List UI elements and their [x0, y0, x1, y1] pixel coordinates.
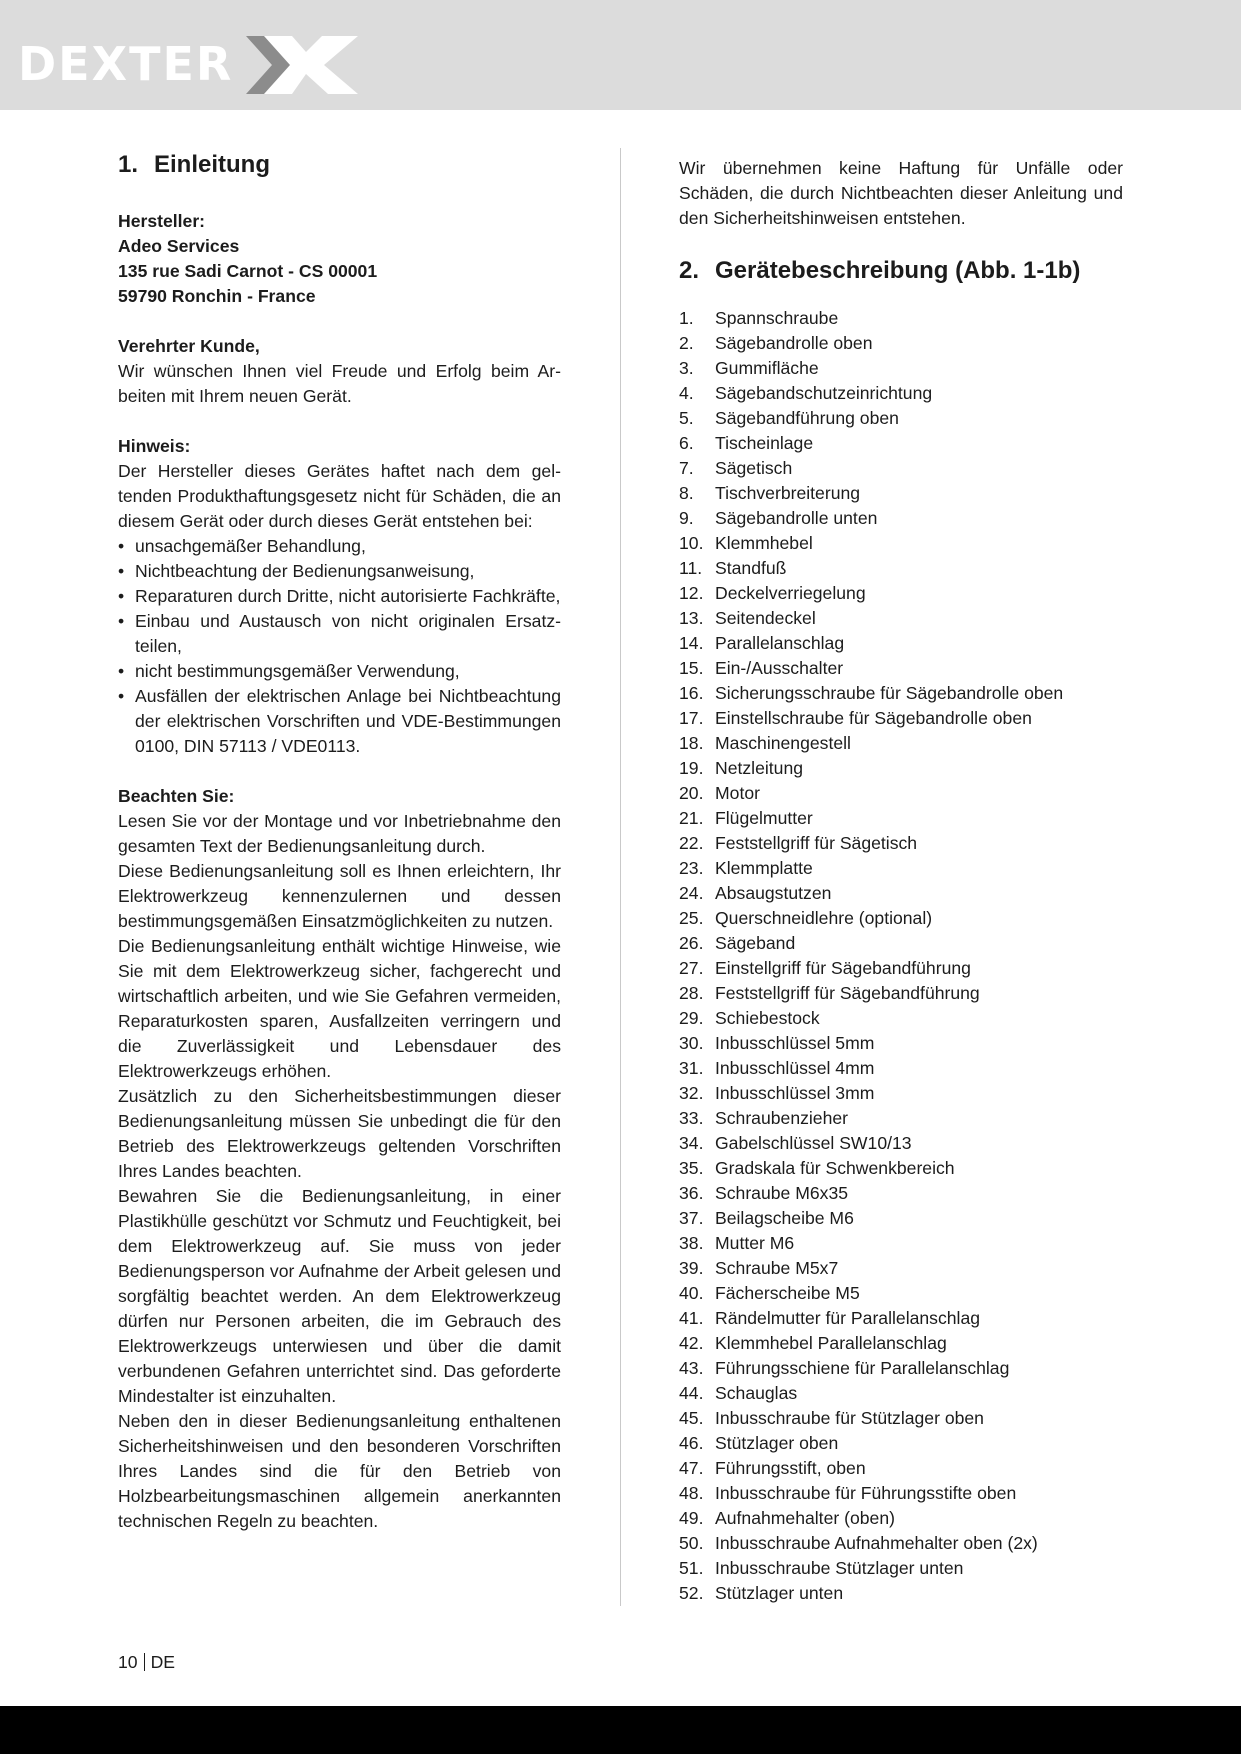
part-item [679, 956, 1123, 981]
part-label: Führungsstift, oben [715, 1458, 866, 1478]
part-label: Inbusschlüssel 4mm [715, 1058, 875, 1078]
part-label: Klemmhebel Parallelanschlag [715, 1333, 947, 1353]
part-number: 9. [679, 508, 694, 528]
attention-paragraph: Neben den in dieser Bedienungsanleitung enthaltenen Sicherheitshinweisen und den besonderen Vorschriften Ihres Landes sind die für den Betrieb von Holzbearbeitungsmaschinen allgemein anerkannten technischen Regeln zu beachten. [118, 1411, 561, 1531]
part-number: 28. [679, 983, 704, 1003]
part-item [679, 1581, 1123, 1606]
part-item [679, 406, 1123, 431]
part-label: Sägebandführung oben [715, 408, 899, 428]
part-number: 27. [679, 958, 704, 978]
part-label: Querschneidlehre (optional) [715, 908, 933, 928]
part-item [679, 1056, 1123, 1081]
part-item [679, 1381, 1123, 1406]
part-label: Standfuß [715, 558, 787, 578]
part-item [679, 606, 1123, 631]
manufacturer-line: 59790 Ronchin - France [118, 286, 316, 306]
section1-heading [118, 150, 561, 180]
part-label: Feststellgriff für Sägebandführung [715, 983, 980, 1003]
manufacturer-block [118, 209, 561, 309]
part-label: Sägetisch [715, 458, 793, 478]
part-label: Deckelverriegelung [715, 583, 866, 603]
part-number: 49. [679, 1508, 704, 1528]
part-item [679, 1506, 1123, 1531]
part-item [679, 706, 1123, 731]
part-item [679, 1331, 1123, 1356]
part-label: Inbusschraube Stützlager unten [715, 1558, 964, 1578]
notice-bullet-list [118, 534, 561, 759]
parts-list [679, 306, 1123, 1606]
part-label: Spannschraube [715, 308, 839, 328]
page-language: DE [150, 1652, 176, 1672]
part-label: Aufnahmehalter (oben) [715, 1508, 895, 1528]
part-item [679, 1531, 1123, 1556]
part-item [679, 881, 1123, 906]
part-number: 32. [679, 1083, 704, 1103]
part-label: Inbusschlüssel 3mm [715, 1083, 875, 1103]
part-label: Parallelanschlag [715, 633, 845, 653]
part-number: 19. [679, 758, 704, 778]
section2-number: 2. [679, 257, 700, 284]
part-item [679, 906, 1123, 931]
part-item [679, 1181, 1123, 1206]
part-number: 24. [679, 883, 704, 903]
part-number: 4. [679, 383, 694, 403]
part-label: Sägebandrolle oben [715, 333, 873, 353]
greeting-text: Wir wünschen Ihnen viel Freude und Erfolg beim Arbeiten mit Ihrem neuen Gerät. [118, 361, 561, 406]
part-number: 16. [679, 683, 704, 703]
part-number: 1. [679, 308, 694, 328]
part-item [679, 306, 1123, 331]
part-item [679, 656, 1123, 681]
bullet-item: • unsachgemäßer Behandlung, [118, 534, 561, 559]
part-number: 52. [679, 1583, 704, 1603]
part-label: Motor [715, 783, 760, 803]
right-column [679, 156, 1123, 1606]
part-label: Mutter M6 [715, 1233, 795, 1253]
column-divider [620, 148, 621, 1606]
part-number: 33. [679, 1108, 704, 1128]
part-item [679, 1306, 1123, 1331]
part-label: Inbusschraube für Führungsstifte oben [715, 1483, 1017, 1503]
part-label: Feststellgriff für Sägetisch [715, 833, 918, 853]
attention-paragraph: Lesen Sie vor der Montage und vor Inbetriebnahme den gesamten Text der Bedienungsanleitung durch. [118, 811, 561, 856]
logo-wordmark: DEXTER [18, 37, 234, 91]
liability-text: Wir übernehmen keine Haftung für Unfälle oder Schäden, die durch Nichtbeachten dieser Anleitung und den Sicherheitshinweisen entstehen. [679, 158, 1123, 228]
part-item [679, 856, 1123, 881]
part-label: Beilagscheibe M6 [715, 1208, 854, 1228]
part-label: Tischeinlage [715, 433, 814, 453]
part-item [679, 1106, 1123, 1131]
part-label: Gummifläche [715, 358, 819, 378]
part-label: Stützlager oben [715, 1433, 839, 1453]
part-number: 25. [679, 908, 704, 928]
part-label: Schauglas [715, 1383, 798, 1403]
part-label: Führungsschiene für Parallelanschlag [715, 1358, 1010, 1378]
part-number: 21. [679, 808, 704, 828]
part-number: 29. [679, 1008, 704, 1028]
part-item [679, 356, 1123, 381]
bullet-item: • Einbau und Austausch von nicht originalen Ersatzteilen, [118, 609, 561, 659]
left-column [118, 150, 561, 1534]
part-item [679, 1031, 1123, 1056]
part-number: 47. [679, 1458, 704, 1478]
part-label: Einstellgriff für Sägebandführung [715, 958, 971, 978]
part-number: 34. [679, 1133, 704, 1153]
part-number: 15. [679, 658, 704, 678]
part-number: 6. [679, 433, 694, 453]
part-item [679, 1081, 1123, 1106]
logo-x-mark-icon [246, 34, 358, 96]
part-item [679, 1406, 1123, 1431]
footer-separator [144, 1653, 145, 1671]
part-item [679, 506, 1123, 531]
section1-title: Einleitung [154, 151, 270, 178]
part-item [679, 1006, 1123, 1031]
part-number: 7. [679, 458, 694, 478]
greeting-title: Verehrter Kunde, [118, 336, 260, 356]
part-item [679, 756, 1123, 781]
part-number: 41. [679, 1308, 704, 1328]
part-item [679, 331, 1123, 356]
attention-paragraph: Zusätzlich zu den Sicherheitsbestimmungen dieser Bedienungsanleitung müssen Sie unbedingt die für den Betrieb des Elektrowerkzeugs geltenden Vorschriften Ihres Landes beachten. [118, 1086, 561, 1181]
attention-paragraph: Die Bedienungsanleitung enthält wichtige Hinweise, wie Sie mit dem Elektrowerkzeug sicher, fachgerecht und wirtschaftlich arbeiten, und wie Sie Gefahren vermeiden, Reparaturkosten sparen, Ausfallzeiten verringern und die Zuverlässigkeit und Lebensdauer des Elektrowerkzeugs erhöhen. [118, 936, 561, 1081]
part-number: 12. [679, 583, 704, 603]
bullet-item: • nicht bestimmungsgemäßer Verwendung, [118, 659, 561, 684]
part-number: 5. [679, 408, 694, 428]
part-label: Inbusschraube für Stützlager oben [715, 1408, 984, 1428]
part-item [679, 981, 1123, 1006]
part-item [679, 831, 1123, 856]
part-item [679, 1131, 1123, 1156]
part-item [679, 431, 1123, 456]
part-item [679, 1456, 1123, 1481]
part-number: 18. [679, 733, 704, 753]
part-number: 13. [679, 608, 704, 628]
attention-paragraph: Bewahren Sie die Bedienungsanleitung, in einer Plastikhülle geschützt vor Schmutz und Feuchtigkeit, bei dem Elektrowerkzeug auf. Sie muss von jeder Bedienungsperson vor Aufnahme der Arbeit gelesen und sorgfältig beachtet werden. An dem Elektrowerkzeug dürfen nur Personen arbeiten, die im Gebrauch des Elektrowerkzeugs unterwiesen und über die damit verbundenen Gefahren unterrichtet sind. Das geforderte Mindestalter ist einzuhalten. [118, 1186, 561, 1406]
part-number: 22. [679, 833, 704, 853]
page-footer [118, 1650, 175, 1675]
part-item [679, 1156, 1123, 1181]
part-number: 3. [679, 358, 694, 378]
notice-title: Hinweis: [118, 436, 191, 456]
part-label: Maschinengestell [715, 733, 851, 753]
part-item [679, 1256, 1123, 1281]
manufacturer-line: Adeo Services [118, 236, 240, 256]
part-number: 2. [679, 333, 694, 353]
part-item [679, 806, 1123, 831]
part-label: Rändelmutter für Parallelanschlag [715, 1308, 981, 1328]
section2-title: Gerätebeschreibung (Abb. 1-1b) [715, 257, 1081, 284]
part-label: Sägebandschutzeinrichtung [715, 383, 933, 403]
manufacturer-line: Hersteller: [118, 211, 206, 231]
part-item [679, 1481, 1123, 1506]
part-number: 23. [679, 858, 704, 878]
part-item [679, 531, 1123, 556]
part-item [679, 1556, 1123, 1581]
part-label: Flügelmutter [715, 808, 813, 828]
part-number: 50. [679, 1533, 704, 1553]
bullet-item: • Nichtbeachtung der Bedienungsanweisung, [118, 559, 561, 584]
part-label: Klemmhebel [715, 533, 813, 553]
part-label: Gradskala für Schwenkbereich [715, 1158, 955, 1178]
part-number: 40. [679, 1283, 704, 1303]
dexter-logo [18, 34, 348, 94]
part-label: Sicherungsschraube für Sägebandrolle oben [715, 683, 1064, 703]
part-item [679, 456, 1123, 481]
part-item [679, 381, 1123, 406]
part-label: Klemmplatte [715, 858, 813, 878]
part-item [679, 631, 1123, 656]
part-number: 45. [679, 1408, 704, 1428]
part-number: 35. [679, 1158, 704, 1178]
bullet-item: • Ausfällen der elektrischen Anlage bei Nichtbeachtung der elektrischen Vorschriften und VDE-Bestimmungen 0100, DIN 57113 / VDE0113. [118, 684, 561, 759]
part-number: 8. [679, 483, 694, 503]
part-item [679, 1281, 1123, 1306]
attention-paragraph: Diese Bedienungsanleitung soll es Ihnen erleichtern, Ihr Elektrowerkzeug kennenzulernen und dessen bestimmungsgemäßen Einsatzmöglichkeiten zu nutzen. [118, 861, 561, 931]
part-item [679, 481, 1123, 506]
part-item [679, 1356, 1123, 1381]
part-number: 51. [679, 1558, 704, 1578]
bottom-band [0, 1706, 1241, 1754]
part-item [679, 681, 1123, 706]
part-item [679, 931, 1123, 956]
part-label: Sägeband [715, 933, 796, 953]
part-number: 31. [679, 1058, 704, 1078]
part-number: 38. [679, 1233, 704, 1253]
part-label: Netzleitung [715, 758, 804, 778]
part-label: Inbusschraube Aufnahmehalter oben (2x) [715, 1533, 1038, 1553]
bullet-item: • Reparaturen durch Dritte, nicht autorisierte Fachkräfte, [118, 584, 561, 609]
part-item [679, 1431, 1123, 1456]
part-number: 17. [679, 708, 704, 728]
part-label: Seitendeckel [715, 608, 816, 628]
part-number: 46. [679, 1433, 704, 1453]
part-number: 37. [679, 1208, 704, 1228]
section1-number: 1. [118, 151, 139, 178]
part-label: Stützlager unten [715, 1583, 844, 1603]
part-item [679, 1231, 1123, 1256]
part-label: Schraubenzieher [715, 1108, 849, 1128]
part-item [679, 556, 1123, 581]
part-label: Schraube M6x35 [715, 1183, 849, 1203]
part-item [679, 731, 1123, 756]
part-item [679, 781, 1123, 806]
part-number: 42. [679, 1333, 704, 1353]
manufacturer-line: 135 rue Sadi Carnot - CS 00001 [118, 261, 378, 281]
part-label: Sägebandrolle unten [715, 508, 878, 528]
part-label: Schiebestock [715, 1008, 820, 1028]
part-label: Gabelschlüssel SW10/13 [715, 1133, 912, 1153]
attention-title: Beachten Sie: [118, 786, 235, 806]
part-item [679, 1206, 1123, 1231]
part-number: 26. [679, 933, 704, 953]
part-label: Ein-/Ausschalter [715, 658, 844, 678]
part-number: 20. [679, 783, 704, 803]
page-number: 10 [118, 1652, 138, 1672]
part-number: 48. [679, 1483, 704, 1503]
section2-heading [679, 256, 1123, 286]
part-number: 10. [679, 533, 704, 553]
part-label: Einstellschraube für Sägebandrolle oben [715, 708, 1032, 728]
part-number: 30. [679, 1033, 704, 1053]
part-number: 43. [679, 1358, 704, 1378]
part-number: 39. [679, 1258, 704, 1278]
part-number: 44. [679, 1383, 704, 1403]
part-label: Inbusschlüssel 5mm [715, 1033, 875, 1053]
part-label: Tischverbreiterung [715, 483, 861, 503]
part-label: Schraube M5x7 [715, 1258, 839, 1278]
part-number: 36. [679, 1183, 704, 1203]
part-number: 11. [679, 558, 703, 578]
notice-text: Der Hersteller dieses Gerätes haftet nach dem geltenden Produkthaftungsgesetz nicht für Schäden, die an diesem Gerät oder durch dieses Gerät entstehen bei: [118, 461, 561, 531]
part-label: Fächerscheibe M5 [715, 1283, 860, 1303]
part-number: 14. [679, 633, 704, 653]
part-label: Absaugstutzen [715, 883, 832, 903]
part-item [679, 581, 1123, 606]
